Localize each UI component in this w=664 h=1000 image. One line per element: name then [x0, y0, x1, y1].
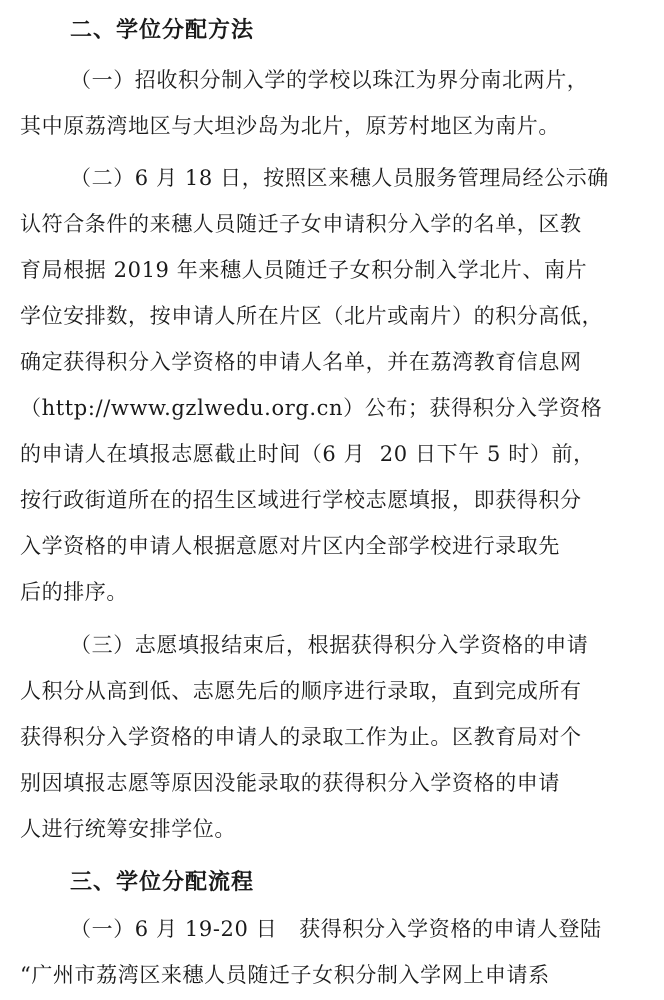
section-2-para-2-line-5: 确定获得积分入学资格的申请人名单，并在荔湾教育信息网: [20, 350, 582, 374]
section-2-para-2-line-2: 认符合条件的来穗人员随迁子女申请积分入学的名单，区教: [20, 212, 582, 236]
section-2-para-2-line-4: 学位安排数，按申请人所在片区（北片或南片）的积分高低，: [20, 304, 604, 328]
section-2-para-2-line-6: （http://www.gzlwedu.org.cn）公布；获得积分入学资格: [20, 396, 603, 420]
section-2-para-3-line-2: 人积分从高到低、志愿先后的顺序进行录取，直到完成所有: [20, 679, 582, 703]
section-2-para-2-line-7: 的申请人在填报志愿截止时间（6 月 20 日下午 5 时）前，: [20, 442, 595, 466]
section-2-para-2-line-3: 育局根据 2019 年来穗人员随迁子女积分制入学北片、南片: [20, 258, 588, 282]
section-2-para-1-line-2: 其中原荔湾地区与大坦沙岛为北片，原芳村地区为南片。: [20, 114, 560, 138]
section-3-para-1-line-1: （一）6 月 19-20 日 获得积分入学资格的申请人登陆: [70, 917, 602, 941]
section-2-heading: 二、学位分配方法: [70, 18, 255, 43]
section-2-para-3-line-1: （三）志愿填报结束后，根据获得积分入学资格的申请: [70, 633, 589, 657]
section-3-para-1-line-2: “广州市荔湾区来穗人员随迁子女积分制入学网上申请系: [20, 963, 550, 987]
section-2-para-3-line-4: 别因填报志愿等原因没能录取的获得积分入学资格的申请: [20, 771, 560, 795]
section-2-para-2-line-8: 按行政街道所在的招生区域进行学校志愿填报，即获得积分: [20, 488, 582, 512]
section-2-para-3-line-3: 获得积分入学资格的申请人的录取工作为止。区教育局对个: [20, 725, 582, 749]
section-2-para-2-line-1: （二）6 月 18 日，按照区来穗人员服务管理局经公示确: [70, 166, 609, 190]
section-2-para-2-line-9: 入学资格的申请人根据意愿对片区内全部学校进行录取先: [20, 534, 560, 558]
section-3-heading: 三、学位分配流程: [70, 870, 255, 895]
section-2-para-3-line-5: 人进行统筹安排学位。: [20, 817, 236, 841]
section-2-para-1-line-1: （一）招收积分制入学的学校以珠江为界分南北两片，: [70, 68, 589, 92]
section-2-para-2-line-10: 后的排序。: [20, 580, 128, 604]
